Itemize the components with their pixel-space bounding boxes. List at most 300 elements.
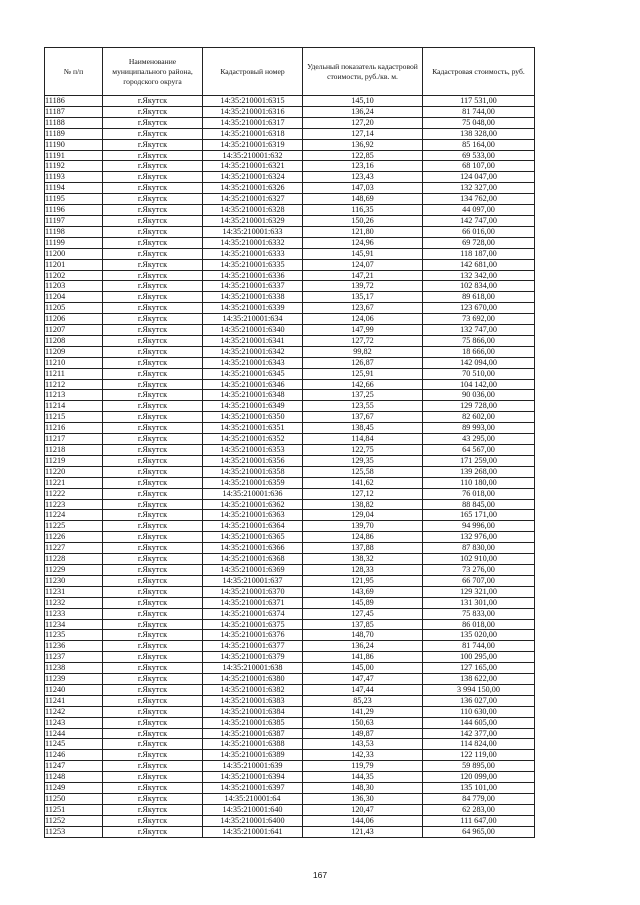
row-specific-value: 122,85 [303, 150, 423, 161]
table-row [45, 303, 535, 314]
row-specific-value: 138,45 [303, 423, 423, 434]
row-cadastral-cost: 122 119,00 [423, 750, 535, 761]
row-cadastral-number: 14:35:210001:639 [203, 761, 303, 772]
row-cadastral-number: 14:35:210001:6329 [203, 215, 303, 226]
row-number: 11238 [45, 663, 103, 674]
row-cadastral-cost: 62 283,00 [423, 804, 535, 815]
row-specific-value: 145,89 [303, 597, 423, 608]
row-number: 11204 [45, 292, 103, 303]
row-number: 11230 [45, 575, 103, 586]
row-number: 11216 [45, 423, 103, 434]
row-specific-value: 148,30 [303, 783, 423, 794]
row-specific-value: 142,66 [303, 379, 423, 390]
row-number: 11229 [45, 564, 103, 575]
row-cadastral-cost: 75 048,00 [423, 117, 535, 128]
table-row [45, 150, 535, 161]
row-cadastral-cost: 124 047,00 [423, 172, 535, 183]
table-row [45, 608, 535, 619]
row-cadastral-cost: 139 268,00 [423, 466, 535, 477]
row-cadastral-number: 14:35:210001:6383 [203, 695, 303, 706]
table-row [45, 564, 535, 575]
header-specific-value: Удельный показатель кадастровой стоимости, руб./кв. м. [303, 48, 423, 96]
row-specific-value: 137,85 [303, 619, 423, 630]
row-district: г.Якутск [103, 826, 203, 837]
row-number: 11237 [45, 652, 103, 663]
row-district: г.Якутск [103, 205, 203, 216]
row-cadastral-number: 14:35:210001:6318 [203, 128, 303, 139]
row-number: 11251 [45, 804, 103, 815]
table-row [45, 335, 535, 346]
row-specific-value: 125,58 [303, 466, 423, 477]
row-cadastral-number: 14:35:210001:6394 [203, 772, 303, 783]
row-district: г.Якутск [103, 804, 203, 815]
row-cadastral-cost: 66 016,00 [423, 226, 535, 237]
row-cadastral-cost: 18 666,00 [423, 346, 535, 357]
row-district: г.Якутск [103, 215, 203, 226]
row-number: 11243 [45, 717, 103, 728]
row-district: г.Якутск [103, 521, 203, 532]
row-number: 11211 [45, 368, 103, 379]
row-specific-value: 123,43 [303, 172, 423, 183]
row-district: г.Якутск [103, 128, 203, 139]
row-number: 11225 [45, 521, 103, 532]
row-district: г.Якутск [103, 412, 203, 423]
table-row [45, 772, 535, 783]
row-cadastral-cost: 120 099,00 [423, 772, 535, 783]
row-cadastral-cost: 117 531,00 [423, 96, 535, 107]
row-district: г.Якутск [103, 564, 203, 575]
row-cadastral-cost: 64 567,00 [423, 445, 535, 456]
row-number: 11198 [45, 226, 103, 237]
row-number: 11248 [45, 772, 103, 783]
row-specific-value: 127,14 [303, 128, 423, 139]
row-cadastral-cost: 104 142,00 [423, 379, 535, 390]
row-number: 11200 [45, 248, 103, 259]
row-cadastral-cost: 69 533,00 [423, 150, 535, 161]
row-district: г.Якутск [103, 445, 203, 456]
row-cadastral-cost: 142 094,00 [423, 357, 535, 368]
row-specific-value: 137,88 [303, 543, 423, 554]
row-specific-value: 149,87 [303, 728, 423, 739]
row-number: 11246 [45, 750, 103, 761]
row-district: г.Якутск [103, 488, 203, 499]
row-district: г.Якутск [103, 684, 203, 695]
row-district: г.Якутск [103, 728, 203, 739]
row-district: г.Якутск [103, 794, 203, 805]
row-cadastral-cost: 132 747,00 [423, 325, 535, 336]
row-specific-value: 147,21 [303, 270, 423, 281]
row-cadastral-cost: 90 036,00 [423, 390, 535, 401]
row-cadastral-number: 14:35:210001:6324 [203, 172, 303, 183]
row-cadastral-cost: 138 622,00 [423, 674, 535, 685]
table-row [45, 183, 535, 194]
row-number: 11252 [45, 815, 103, 826]
row-district: г.Якутск [103, 510, 203, 521]
row-number: 11197 [45, 215, 103, 226]
row-cadastral-number: 14:35:210001:6315 [203, 96, 303, 107]
row-number: 11249 [45, 783, 103, 794]
row-cadastral-number: 14:35:210001:6349 [203, 401, 303, 412]
row-cadastral-cost: 131 301,00 [423, 597, 535, 608]
row-cadastral-number: 14:35:210001:6326 [203, 183, 303, 194]
table-row [45, 281, 535, 292]
row-cadastral-number: 14:35:210001:64 [203, 794, 303, 805]
row-district: г.Якутск [103, 368, 203, 379]
row-cadastral-number: 14:35:210001:6317 [203, 117, 303, 128]
row-cadastral-cost: 94 996,00 [423, 521, 535, 532]
table-row [45, 597, 535, 608]
row-district: г.Якутск [103, 379, 203, 390]
row-specific-value: 119,79 [303, 761, 423, 772]
row-cadastral-number: 14:35:210001:638 [203, 663, 303, 674]
row-district: г.Якутск [103, 750, 203, 761]
row-district: г.Якутск [103, 117, 203, 128]
row-cadastral-cost: 123 670,00 [423, 303, 535, 314]
row-cadastral-cost: 110 180,00 [423, 477, 535, 488]
row-district: г.Якутск [103, 96, 203, 107]
header-cadastral-number: Кадастровый номер [203, 48, 303, 96]
row-district: г.Якутск [103, 772, 203, 783]
row-cadastral-number: 14:35:210001:6400 [203, 815, 303, 826]
table-row [45, 455, 535, 466]
row-specific-value: 136,24 [303, 641, 423, 652]
row-district: г.Якутск [103, 466, 203, 477]
row-specific-value: 137,25 [303, 390, 423, 401]
row-cadastral-number: 14:35:210001:6340 [203, 325, 303, 336]
row-number: 11222 [45, 488, 103, 499]
table-row [45, 215, 535, 226]
row-cadastral-number: 14:35:210001:640 [203, 804, 303, 815]
row-district: г.Якутск [103, 183, 203, 194]
row-cadastral-cost: 136 027,00 [423, 695, 535, 706]
table-row [45, 194, 535, 205]
row-specific-value: 141,62 [303, 477, 423, 488]
row-specific-value: 124,96 [303, 237, 423, 248]
row-number: 11215 [45, 412, 103, 423]
table-row [45, 783, 535, 794]
row-specific-value: 123,16 [303, 161, 423, 172]
row-number: 11224 [45, 510, 103, 521]
table-header-row [45, 48, 535, 96]
header-number: № п/п [45, 48, 103, 96]
row-district: г.Якутск [103, 281, 203, 292]
row-specific-value: 136,92 [303, 139, 423, 150]
row-district: г.Якутск [103, 575, 203, 586]
row-cadastral-number: 14:35:210001:6338 [203, 292, 303, 303]
row-cadastral-cost: 85 164,00 [423, 139, 535, 150]
row-cadastral-number: 14:35:210001:6342 [203, 346, 303, 357]
row-cadastral-cost: 127 165,00 [423, 663, 535, 674]
row-number: 11221 [45, 477, 103, 488]
row-district: г.Якутск [103, 455, 203, 466]
table-row [45, 488, 535, 499]
table-row [45, 248, 535, 259]
row-cadastral-cost: 87 830,00 [423, 543, 535, 554]
row-cadastral-number: 14:35:210001:6332 [203, 237, 303, 248]
row-cadastral-cost: 132 327,00 [423, 183, 535, 194]
row-cadastral-cost: 84 779,00 [423, 794, 535, 805]
row-cadastral-number: 14:35:210001:6382 [203, 684, 303, 695]
row-cadastral-cost: 81 744,00 [423, 106, 535, 117]
row-number: 11205 [45, 303, 103, 314]
row-cadastral-cost: 75 833,00 [423, 608, 535, 619]
row-number: 11188 [45, 117, 103, 128]
table-row [45, 630, 535, 641]
row-number: 11247 [45, 761, 103, 772]
row-cadastral-number: 14:35:210001:6387 [203, 728, 303, 739]
row-cadastral-number: 14:35:210001:6363 [203, 510, 303, 521]
row-specific-value: 147,44 [303, 684, 423, 695]
row-district: г.Якутск [103, 434, 203, 445]
row-cadastral-cost: 64 965,00 [423, 826, 535, 837]
row-specific-value: 138,82 [303, 499, 423, 510]
row-district: г.Якутск [103, 554, 203, 565]
row-number: 11242 [45, 706, 103, 717]
table-row [45, 477, 535, 488]
row-number: 11209 [45, 346, 103, 357]
cadastral-table [44, 47, 535, 838]
row-cadastral-number: 14:35:210001:6346 [203, 379, 303, 390]
row-cadastral-number: 14:35:210001:6348 [203, 390, 303, 401]
row-cadastral-cost: 129 728,00 [423, 401, 535, 412]
row-cadastral-number: 14:35:210001:6336 [203, 270, 303, 281]
row-number: 11240 [45, 684, 103, 695]
row-cadastral-number: 14:35:210001:6358 [203, 466, 303, 477]
row-specific-value: 123,55 [303, 401, 423, 412]
table-row [45, 139, 535, 150]
table-row [45, 815, 535, 826]
header-cadastral-cost: Кадастровая стоимость, руб. [423, 48, 535, 96]
row-cadastral-cost: 100 295,00 [423, 652, 535, 663]
row-cadastral-cost: 171 259,00 [423, 455, 535, 466]
table-row [45, 259, 535, 270]
row-cadastral-number: 14:35:210001:6333 [203, 248, 303, 259]
row-number: 11250 [45, 794, 103, 805]
row-number: 11192 [45, 161, 103, 172]
table-row [45, 695, 535, 706]
row-cadastral-number: 14:35:210001:6368 [203, 554, 303, 565]
row-district: г.Якутск [103, 608, 203, 619]
row-district: г.Якутск [103, 597, 203, 608]
row-specific-value: 124,07 [303, 259, 423, 270]
row-cadastral-number: 14:35:210001:634 [203, 314, 303, 325]
row-cadastral-cost: 75 866,00 [423, 335, 535, 346]
row-specific-value: 116,35 [303, 205, 423, 216]
table-row [45, 357, 535, 368]
row-cadastral-number: 14:35:210001:6328 [203, 205, 303, 216]
table-row [45, 96, 535, 107]
row-cadastral-number: 14:35:210001:632 [203, 150, 303, 161]
row-number: 11235 [45, 630, 103, 641]
row-district: г.Якутск [103, 543, 203, 554]
row-district: г.Якутск [103, 674, 203, 685]
row-district: г.Якутск [103, 423, 203, 434]
row-number: 11203 [45, 281, 103, 292]
row-cadastral-number: 14:35:210001:6316 [203, 106, 303, 117]
row-specific-value: 114,84 [303, 434, 423, 445]
row-specific-value: 137,67 [303, 412, 423, 423]
row-number: 11234 [45, 619, 103, 630]
row-district: г.Якутск [103, 532, 203, 543]
row-specific-value: 141,86 [303, 652, 423, 663]
table-row [45, 161, 535, 172]
row-cadastral-cost: 73 276,00 [423, 564, 535, 575]
table-row [45, 652, 535, 663]
row-cadastral-cost: 66 707,00 [423, 575, 535, 586]
table-row [45, 314, 535, 325]
row-cadastral-number: 14:35:210001:6335 [203, 259, 303, 270]
row-number: 11218 [45, 445, 103, 456]
row-number: 11208 [45, 335, 103, 346]
table-row [45, 750, 535, 761]
row-cadastral-cost: 70 510,00 [423, 368, 535, 379]
row-number: 11210 [45, 357, 103, 368]
row-specific-value: 138,32 [303, 554, 423, 565]
row-cadastral-number: 14:35:210001:6321 [203, 161, 303, 172]
row-number: 11189 [45, 128, 103, 139]
row-cadastral-cost: 142 747,00 [423, 215, 535, 226]
row-specific-value: 127,72 [303, 335, 423, 346]
row-district: г.Якутск [103, 194, 203, 205]
row-cadastral-number: 14:35:210001:6356 [203, 455, 303, 466]
row-number: 11213 [45, 390, 103, 401]
row-number: 11220 [45, 466, 103, 477]
table-row [45, 543, 535, 554]
row-cadastral-cost: 44 097,00 [423, 205, 535, 216]
table-row [45, 641, 535, 652]
row-cadastral-cost: 129 321,00 [423, 586, 535, 597]
table-row [45, 401, 535, 412]
row-district: г.Якутск [103, 270, 203, 281]
row-number: 11223 [45, 499, 103, 510]
row-cadastral-number: 14:35:210001:6350 [203, 412, 303, 423]
table-row [45, 325, 535, 336]
table-row [45, 684, 535, 695]
row-cadastral-cost: 142 377,00 [423, 728, 535, 739]
row-number: 11228 [45, 554, 103, 565]
row-cadastral-number: 14:35:210001:6371 [203, 597, 303, 608]
row-district: г.Якутск [103, 630, 203, 641]
row-number: 11191 [45, 150, 103, 161]
row-cadastral-cost: 165 171,00 [423, 510, 535, 521]
table-row [45, 794, 535, 805]
table-row [45, 423, 535, 434]
row-district: г.Якутск [103, 226, 203, 237]
row-specific-value: 127,12 [303, 488, 423, 499]
table-row [45, 728, 535, 739]
row-specific-value: 124,06 [303, 314, 423, 325]
row-district: г.Якутск [103, 325, 203, 336]
row-district: г.Якутск [103, 619, 203, 630]
row-number: 11244 [45, 728, 103, 739]
table-row [45, 412, 535, 423]
row-specific-value: 147,03 [303, 183, 423, 194]
row-specific-value: 124,86 [303, 532, 423, 543]
table-row [45, 706, 535, 717]
row-cadastral-number: 14:35:210001:6341 [203, 335, 303, 346]
table-row [45, 804, 535, 815]
row-district: г.Якутск [103, 106, 203, 117]
row-district: г.Якутск [103, 663, 203, 674]
row-cadastral-number: 14:35:210001:6369 [203, 564, 303, 575]
row-specific-value: 145,10 [303, 96, 423, 107]
row-number: 11187 [45, 106, 103, 117]
row-number: 11217 [45, 434, 103, 445]
row-cadastral-number: 14:35:210001:6376 [203, 630, 303, 641]
row-specific-value: 85,23 [303, 695, 423, 706]
row-cadastral-number: 14:35:210001:6351 [203, 423, 303, 434]
row-specific-value: 145,00 [303, 663, 423, 674]
row-specific-value: 147,47 [303, 674, 423, 685]
row-cadastral-number: 14:35:210001:6339 [203, 303, 303, 314]
row-cadastral-number: 14:35:210001:6379 [203, 652, 303, 663]
row-cadastral-number: 14:35:210001:633 [203, 226, 303, 237]
row-cadastral-cost: 3 994 150,00 [423, 684, 535, 695]
row-specific-value: 136,24 [303, 106, 423, 117]
row-specific-value: 148,69 [303, 194, 423, 205]
row-district: г.Якутск [103, 586, 203, 597]
row-district: г.Якутск [103, 161, 203, 172]
row-district: г.Якутск [103, 139, 203, 150]
row-number: 11195 [45, 194, 103, 205]
row-specific-value: 123,67 [303, 303, 423, 314]
row-specific-value: 99,82 [303, 346, 423, 357]
row-cadastral-number: 14:35:210001:6327 [203, 194, 303, 205]
row-district: г.Якутск [103, 783, 203, 794]
row-specific-value: 143,69 [303, 586, 423, 597]
table-row [45, 663, 535, 674]
row-cadastral-number: 14:35:210001:637 [203, 575, 303, 586]
row-specific-value: 139,72 [303, 281, 423, 292]
table-row [45, 717, 535, 728]
row-cadastral-cost: 132 342,00 [423, 270, 535, 281]
table-row [45, 346, 535, 357]
table-row [45, 674, 535, 685]
row-cadastral-cost: 118 187,00 [423, 248, 535, 259]
table-row [45, 226, 535, 237]
table-row [45, 586, 535, 597]
row-number: 11239 [45, 674, 103, 685]
row-cadastral-number: 14:35:210001:6397 [203, 783, 303, 794]
row-specific-value: 144,06 [303, 815, 423, 826]
table-row [45, 237, 535, 248]
row-cadastral-cost: 110 630,00 [423, 706, 535, 717]
row-number: 11241 [45, 695, 103, 706]
table-row [45, 434, 535, 445]
row-cadastral-cost: 102 910,00 [423, 554, 535, 565]
table-row [45, 390, 535, 401]
page-number: 167 [312, 870, 328, 880]
row-district: г.Якутск [103, 641, 203, 652]
row-cadastral-cost: 102 834,00 [423, 281, 535, 292]
row-specific-value: 127,20 [303, 117, 423, 128]
table-row [45, 619, 535, 630]
row-cadastral-cost: 73 692,00 [423, 314, 535, 325]
row-specific-value: 125,91 [303, 368, 423, 379]
table-row [45, 826, 535, 837]
row-cadastral-cost: 86 018,00 [423, 619, 535, 630]
row-district: г.Якутск [103, 477, 203, 488]
row-district: г.Якутск [103, 259, 203, 270]
table-row [45, 554, 535, 565]
row-specific-value: 141,29 [303, 706, 423, 717]
row-specific-value: 121,95 [303, 575, 423, 586]
row-cadastral-number: 14:35:210001:6375 [203, 619, 303, 630]
row-specific-value: 148,70 [303, 630, 423, 641]
row-cadastral-cost: 132 976,00 [423, 532, 535, 543]
row-cadastral-cost: 43 295,00 [423, 434, 535, 445]
row-district: г.Якутск [103, 815, 203, 826]
